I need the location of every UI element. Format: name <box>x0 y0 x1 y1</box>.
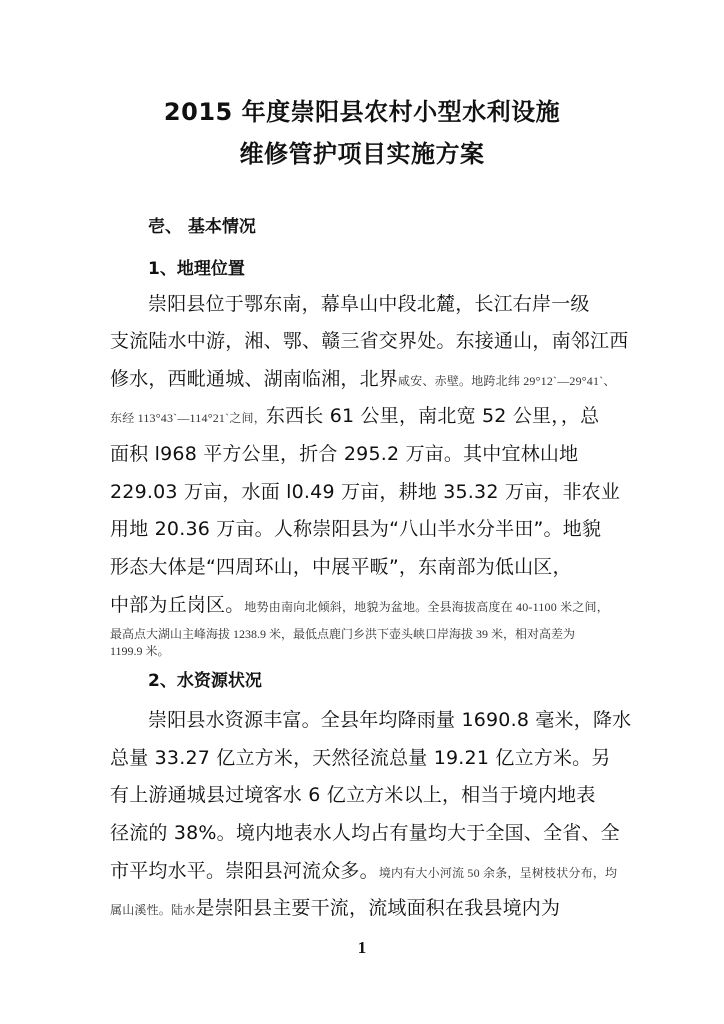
paragraph-text: 修水，西毗通城、湖南临湘，北界 <box>110 368 399 390</box>
section-heading-basic-info: 壱、 基本情况 <box>148 217 256 237</box>
paragraph-small-text: 地势由南向北倾斜，地貌为盆地。全县海拔高度在 40-1100 米之间， <box>244 600 609 614</box>
paragraph-line: 崇阳县位于鄂东南，幕阜山中段北麓，长江右岸一级 <box>148 293 590 315</box>
paragraph-line <box>110 590 609 617</box>
paragraph-line <box>110 893 560 920</box>
paragraph-text: 是崇阳县主要干流，流域面积在我县境内为 <box>195 897 561 919</box>
page-number: 1 <box>357 938 367 957</box>
paragraph-small-text: 境内有大小河流 50 余条，呈树枝状分布，均 <box>378 866 618 880</box>
subsection-heading-location: 1、地理位置 <box>148 259 245 279</box>
paragraph-line <box>110 856 617 883</box>
paragraph-line: 有上游通城县过境客水 6 亿立方米以上，相当于境内地表 <box>110 784 596 806</box>
paragraph-small-text: 咸安、赤壁。地跨北纬 29°12`—29°41`、 <box>398 374 616 388</box>
paragraph-small-text: 东经 113°43`—114°21`之间， <box>110 411 266 425</box>
paragraph-text: 东西长 61 公里，南北宽 52 公里，，总 <box>265 405 600 427</box>
paragraph-line <box>110 401 599 428</box>
document-title-line-1: 2015 年度崇阳县农村小型水利设施 <box>163 98 561 126</box>
paragraph-line <box>110 364 616 391</box>
paragraph-line: 总量 33.27 亿立方米，天然径流总量 19.21 亿立方米。另 <box>110 747 611 769</box>
paragraph-line: 崇阳县水资源丰富。全县年均降雨量 1690.8 毫米，降水 <box>148 709 632 731</box>
paragraph-line: 用地 20.36 万亩。人称崇阳县为“八山半水分半田”。地貌 <box>110 518 602 540</box>
paragraph-line: 229.03 万亩，水面 l0.49 万亩，耕地 35.32 万亩，非农业 <box>110 481 621 503</box>
paragraph-small-line: 最高点大湖山主峰海拔 1238.9 米，最低点鹿门乡洪下壶头峡口岸海拔 39 米，相对高差为 <box>110 627 576 641</box>
subsection-heading-water-resources: 2、水资源状况 <box>148 671 262 691</box>
paragraph-text: 市平均水平。崇阳县河流众多。 <box>110 860 379 882</box>
paragraph-line: 支流陆水中游，湘、鄂、赣三省交界处。东接通山，南邻江西 <box>110 330 629 352</box>
document-title-line-2: 维修管护项目实施方案 <box>239 140 485 168</box>
paragraph-small-line: 1199.9 米。 <box>110 644 170 658</box>
paragraph-line: 面积 l968 平方公里，折合 295.2 万亩。其中宜林山地 <box>110 443 579 465</box>
paragraph-text: 中部为丘岗区。 <box>110 594 245 616</box>
paragraph-small-text: 属山溪性。陆水 <box>110 903 196 917</box>
paragraph-line: 形态大体是“四周环山，中展平畈”，东南部为低山区， <box>110 556 572 578</box>
paragraph-line: 径流的 38%。境内地表水人均占有量均大于全国、全省、全 <box>110 822 620 844</box>
